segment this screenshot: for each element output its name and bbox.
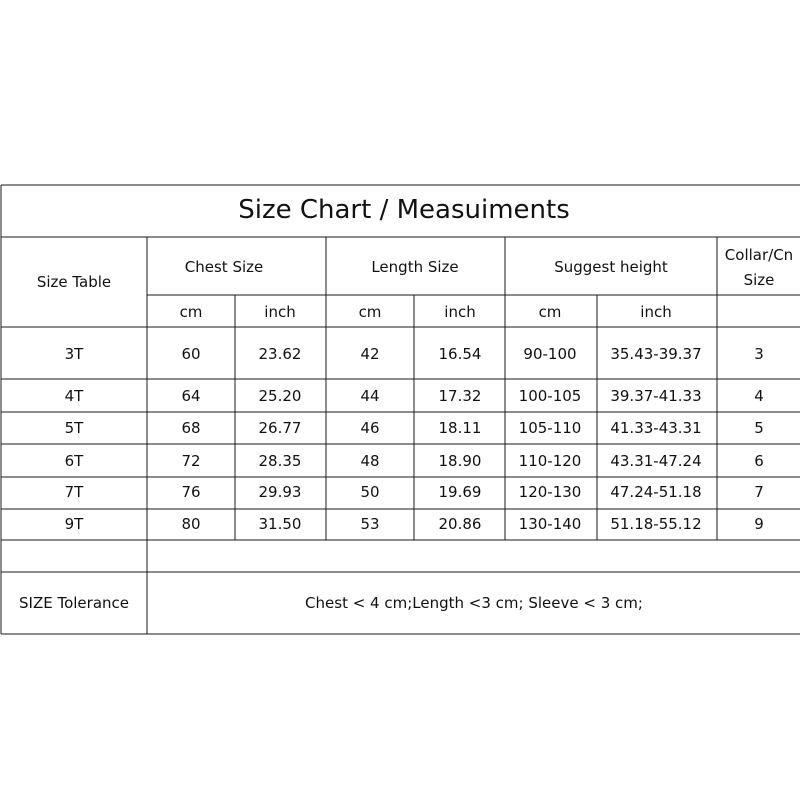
cell-chest-inch: 25.20: [258, 387, 302, 405]
cell-size: 6T: [64, 452, 84, 470]
unit-length-inch: inch: [444, 303, 476, 321]
cell-length-inch: 16.54: [438, 345, 482, 363]
cell-length-cm: 53: [360, 515, 380, 533]
cell-height-inch: 39.37-41.33: [610, 387, 702, 405]
cell-size: 9T: [64, 515, 84, 533]
cell-chest-inch: 29.93: [258, 483, 302, 501]
header-length-size: Length Size: [371, 258, 459, 276]
tolerance-label: SIZE Tolerance: [19, 594, 129, 612]
cell-chest-cm: 68: [181, 419, 201, 437]
unit-chest-inch: inch: [264, 303, 296, 321]
table-title: Size Chart / Measuiments: [238, 195, 570, 225]
cell-length-cm: 50: [360, 483, 380, 501]
cell-height-cm: 100-105: [518, 387, 582, 405]
cell-length-inch: 18.90: [438, 452, 482, 470]
cell-height-cm: 120-130: [518, 483, 582, 501]
cell-chest-inch: 31.50: [258, 515, 302, 533]
cell-height-inch: 43.31-47.24: [610, 452, 702, 470]
unit-height-cm: cm: [538, 303, 562, 321]
cell-collar: 6: [754, 452, 764, 470]
cell-length-cm: 48: [360, 452, 380, 470]
cell-chest-cm: 60: [181, 345, 201, 363]
cell-height-inch: 47.24-51.18: [610, 483, 702, 501]
cell-size: 7T: [64, 483, 84, 501]
unit-length-cm: cm: [358, 303, 382, 321]
cell-length-inch: 17.32: [438, 387, 482, 405]
cell-height-cm: 110-120: [518, 452, 582, 470]
cell-chest-inch: 28.35: [258, 452, 302, 470]
cell-chest-inch: 23.62: [258, 345, 302, 363]
cell-length-cm: 44: [360, 387, 380, 405]
cell-length-inch: 18.11: [438, 419, 482, 437]
cell-height-cm: 105-110: [518, 419, 582, 437]
cell-height-inch: 35.43-39.37: [610, 345, 702, 363]
cell-chest-inch: 26.77: [258, 419, 302, 437]
cell-chest-cm: 76: [181, 483, 201, 501]
cell-length-inch: 19.69: [438, 483, 482, 501]
cell-height-inch: 51.18-55.12: [610, 515, 702, 533]
table-grid-lines: [1, 185, 800, 634]
cell-size: 3T: [64, 345, 84, 363]
header-chest-size: Chest Size: [184, 258, 264, 276]
cell-size: 4T: [64, 387, 84, 405]
cell-length-inch: 20.86: [438, 515, 482, 533]
cell-length-cm: 42: [360, 345, 380, 363]
cell-chest-cm: 80: [181, 515, 201, 533]
unit-height-inch: inch: [640, 303, 672, 321]
unit-chest-cm: cm: [179, 303, 203, 321]
cell-length-cm: 46: [360, 419, 380, 437]
cell-collar: 4: [754, 387, 764, 405]
header-suggest-height: Suggest height: [554, 258, 668, 276]
cell-height-cm: 130-140: [518, 515, 582, 533]
cell-collar: 3: [754, 345, 764, 363]
header-collar-line1: Collar/Cn: [724, 246, 794, 264]
header-collar-line2: Size: [743, 271, 775, 289]
cell-collar: 5: [754, 419, 764, 437]
tolerance-value: Chest < 4 cm;Length <3 cm; Sleeve < 3 cm;: [305, 594, 643, 612]
cell-collar: 7: [754, 483, 764, 501]
header-size-table: Size Table: [36, 273, 112, 291]
cell-height-inch: 41.33-43.31: [610, 419, 702, 437]
cell-chest-cm: 72: [181, 452, 201, 470]
cell-height-cm: 90-100: [523, 345, 577, 363]
cell-size: 5T: [64, 419, 84, 437]
cell-chest-cm: 64: [181, 387, 201, 405]
cell-collar: 9: [754, 515, 764, 533]
